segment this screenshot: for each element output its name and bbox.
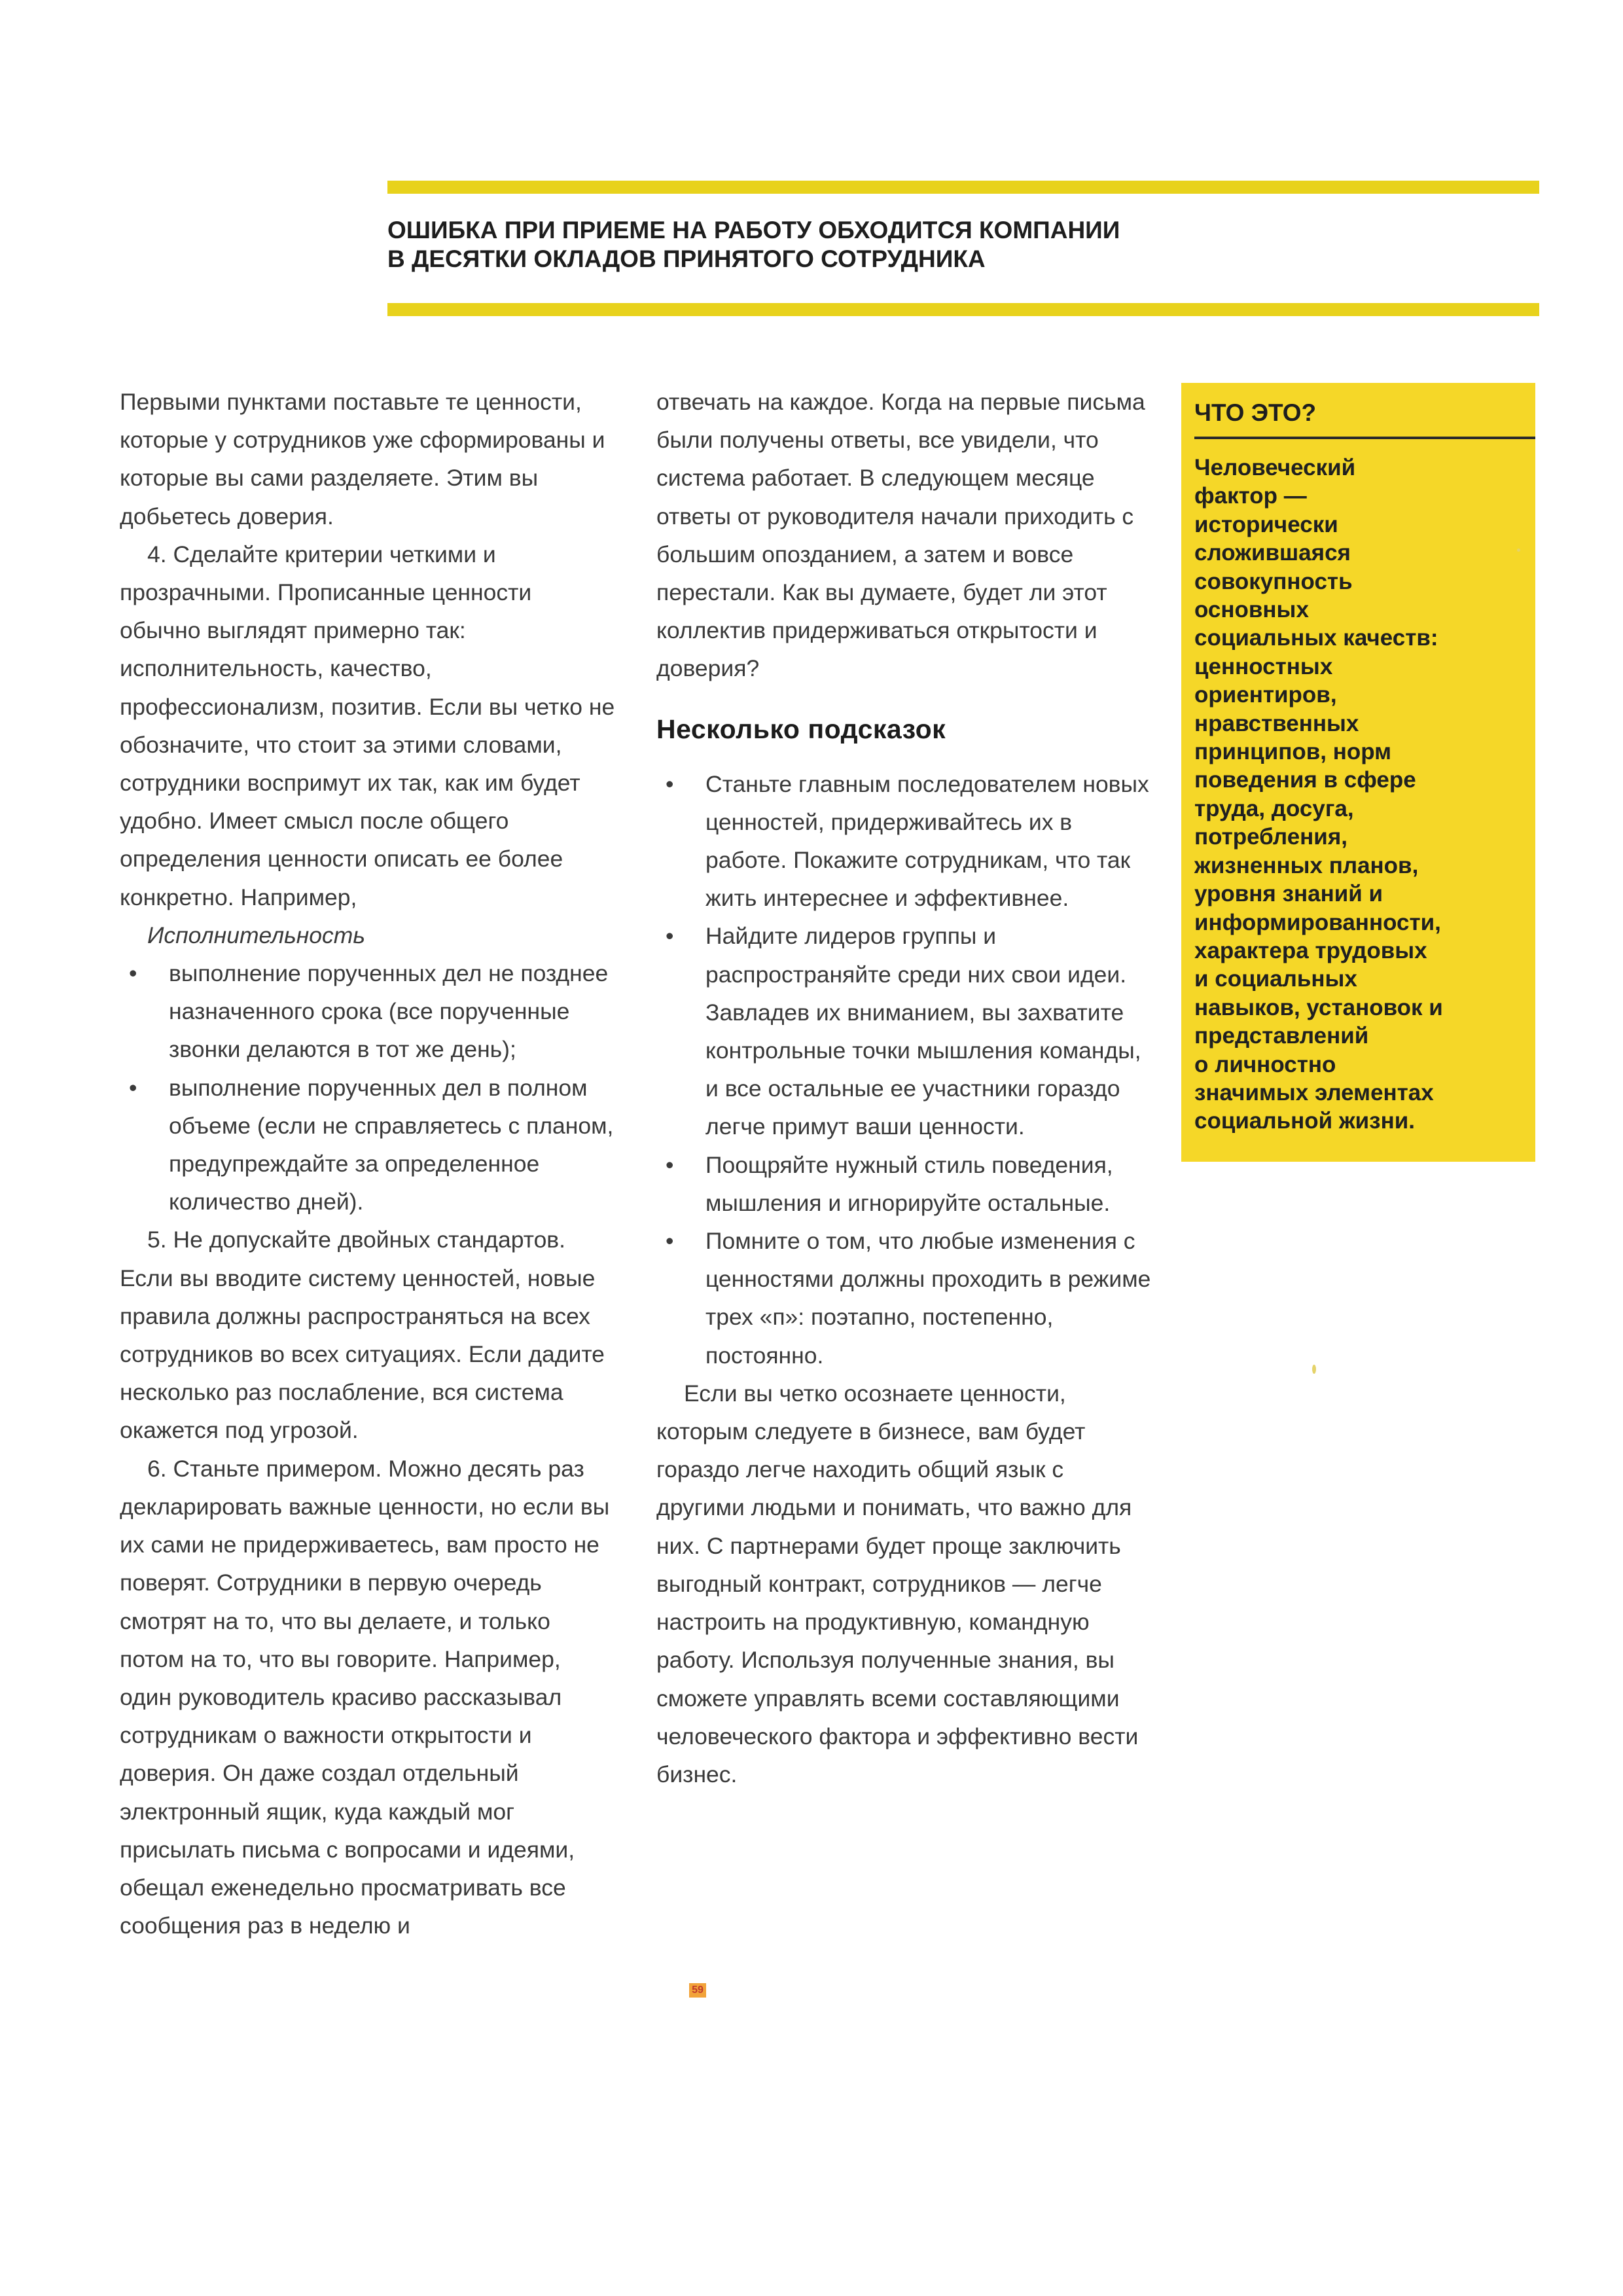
sidebar-line: сложившаяся — [1194, 540, 1351, 566]
sidebar-line: ориентиров, — [1194, 682, 1337, 708]
sidebar-line: потребления, — [1194, 824, 1347, 850]
sidebar-line: исторически — [1194, 511, 1338, 537]
bullet-icon: • — [666, 1151, 674, 1178]
list-item-text: выполнение порученных дел не позднее назначенного срока (все порученные звонки делаются в тот же день); — [169, 960, 609, 1063]
sidebar-line: фактор — — [1194, 483, 1307, 509]
sidebar-title: ЧТО ЭТО? — [1194, 399, 1317, 426]
sidebar-line: совокупность — [1194, 568, 1353, 594]
sidebar-line: поведения в сфере — [1194, 767, 1416, 793]
paragraph: отвечать на каждое. Когда на первые письма были получены ответы, все увидели, что система работает. В следующем месяце ответы от руководителя начали приходить с большим опозданием, а затем и вовсе перестали. Как вы думаете, будет ли этот коллектив придерживаться открытости и доверия? — [656, 389, 1145, 682]
article-column-2 — [656, 383, 1154, 1793]
bullet-icon: • — [666, 1228, 674, 1255]
sidebar-line: социальных качеств: — [1194, 625, 1438, 651]
list-item — [656, 917, 1154, 1145]
paragraph: Если вы четко осознаете ценности, которым следуете в бизнесе, вам будет гораздо легче находить общий язык с другими людьми и понимать, что важно для них. С партнерами будет проще заключить выгодный контракт, сотрудников — легче настроить на продуктивную, командную работу. Используя полученные знания, вы сможете управлять всеми составляющими человеческого фактора и эффективно вести бизнес. — [656, 1380, 1139, 1787]
bullet-icon: • — [129, 1074, 137, 1101]
sidebar-line: социальной жизни. — [1194, 1108, 1415, 1134]
paragraph: 4. Сделайте критерии четкими и прозрачными. Прописанные ценности обычно выглядят примерно так: исполнительность, качество, профессионализм, позитив. Если вы четко не обозначите, что стоит за этими словами, сотрудники воспримут их так, как им будет удобно. Имеет смысл после общего определения ценности описать ее более конкретно. Например, — [120, 541, 615, 910]
list-item — [656, 1146, 1154, 1222]
list-item-text: выполнение порученных дел в полном объеме (если не справляетесь с планом, предупреждайте за определенное количество дней). — [169, 1074, 614, 1215]
banner-top-rule — [387, 181, 1539, 194]
list-item — [656, 765, 1154, 918]
sidebar-line: уровня знаний и — [1194, 881, 1383, 907]
sidebar-line: представлений — [1194, 1023, 1369, 1049]
page-number: 59 — [689, 1983, 706, 1998]
italic-term: Исполнительность — [147, 922, 366, 948]
bullet-icon: • — [666, 923, 674, 950]
banner-bottom-rule — [387, 303, 1539, 316]
banner-title — [387, 216, 1500, 274]
sidebar-line: информированности, — [1194, 909, 1441, 935]
bullet-icon: • — [129, 960, 137, 987]
sidebar-line: о личностно — [1194, 1051, 1336, 1077]
sidebar-line: навыков, установок и — [1194, 994, 1443, 1020]
article-column-1 — [120, 383, 617, 1945]
list-item — [656, 1222, 1154, 1374]
bullet-icon: • — [666, 770, 674, 797]
section-subheading: Несколько подсказок — [656, 713, 946, 744]
paragraph: 6. Станьте примером. Можно десять раз декларировать важные ценности, но если вы их сами не придерживаетесь, вам просто не поверят. Сотрудники в первую очередь смотрят на то, что вы делаете, и только потом на то, что вы говорите. Например, один руководитель красиво рассказывал сотрудникам о важности открытости и доверия. Он даже создал отдельный электронный ящик, куда каждый мог присылать письма с вопросами и идеями, обещал еженедельно просматривать все сообщения раз в неделю и — [120, 1455, 610, 1939]
paragraph: 5. Не допускайте двойных стандартов. Если вы вводите систему ценностей, новые правила должны распространяться на всех сотрудников во всех ситуациях. Если дадите несколько раз послабление, вся система окажется под угрозой. — [120, 1227, 605, 1444]
sidebar-definition — [1194, 454, 1522, 1136]
banner-title-line: В ДЕСЯТКИ ОКЛАДОВ ПРИНЯТОГО СОТРУДНИКА — [387, 245, 986, 272]
scan-speck — [1312, 1365, 1316, 1374]
sidebar-line: труда, досуга, — [1194, 795, 1354, 821]
sidebar-line: Человеческий — [1194, 455, 1356, 480]
sidebar-line: жизненных планов, — [1194, 852, 1419, 878]
list-item-text: Поощряйте нужный стиль поведения, мышления и игнорируйте остальные. — [705, 1151, 1113, 1216]
paragraph: Первыми пунктами поставьте те ценности, которые у сотрудников уже сформированы и которые вы сами разделяете. Этим вы добьетесь доверия. — [120, 389, 605, 529]
definition-sidebar — [1181, 383, 1535, 1162]
sidebar-divider — [1194, 437, 1535, 439]
list-item-text: Найдите лидеров группы и распространяйте среди них свои идеи. Завладев их вниманием, вы захватите контрольные точки мышления команды, и все остальные ее участники гораздо легче примут ваши ценности. — [705, 923, 1141, 1140]
sidebar-line: принципов, норм — [1194, 739, 1392, 765]
sidebar-line: и социальных — [1194, 966, 1357, 992]
sidebar-line: основных — [1194, 597, 1309, 623]
list-item — [120, 1069, 617, 1221]
banner-title-line: ОШИБКА ПРИ ПРИЕМЕ НА РАБОТУ ОБХОДИТСЯ КОМПАНИИ — [387, 217, 1120, 243]
sidebar-line: значимых элементах — [1194, 1079, 1434, 1105]
sidebar-line: ценностных — [1194, 653, 1333, 679]
scan-speck — [1517, 548, 1520, 552]
sidebar-line: нравственных — [1194, 710, 1359, 736]
list-item-text: Станьте главным последователем новых ценностей, придерживайтесь их в работе. Покажите сотрудникам, что так жить интереснее и эффективнее. — [705, 770, 1149, 912]
sidebar-line: характера трудовых — [1194, 937, 1427, 963]
list-item-text: Помните о том, что любые изменения с ценностями должны проходить в режиме трех «п»: поэтапно, постепенно, постоянно. — [705, 1228, 1151, 1369]
list-item — [120, 954, 617, 1069]
